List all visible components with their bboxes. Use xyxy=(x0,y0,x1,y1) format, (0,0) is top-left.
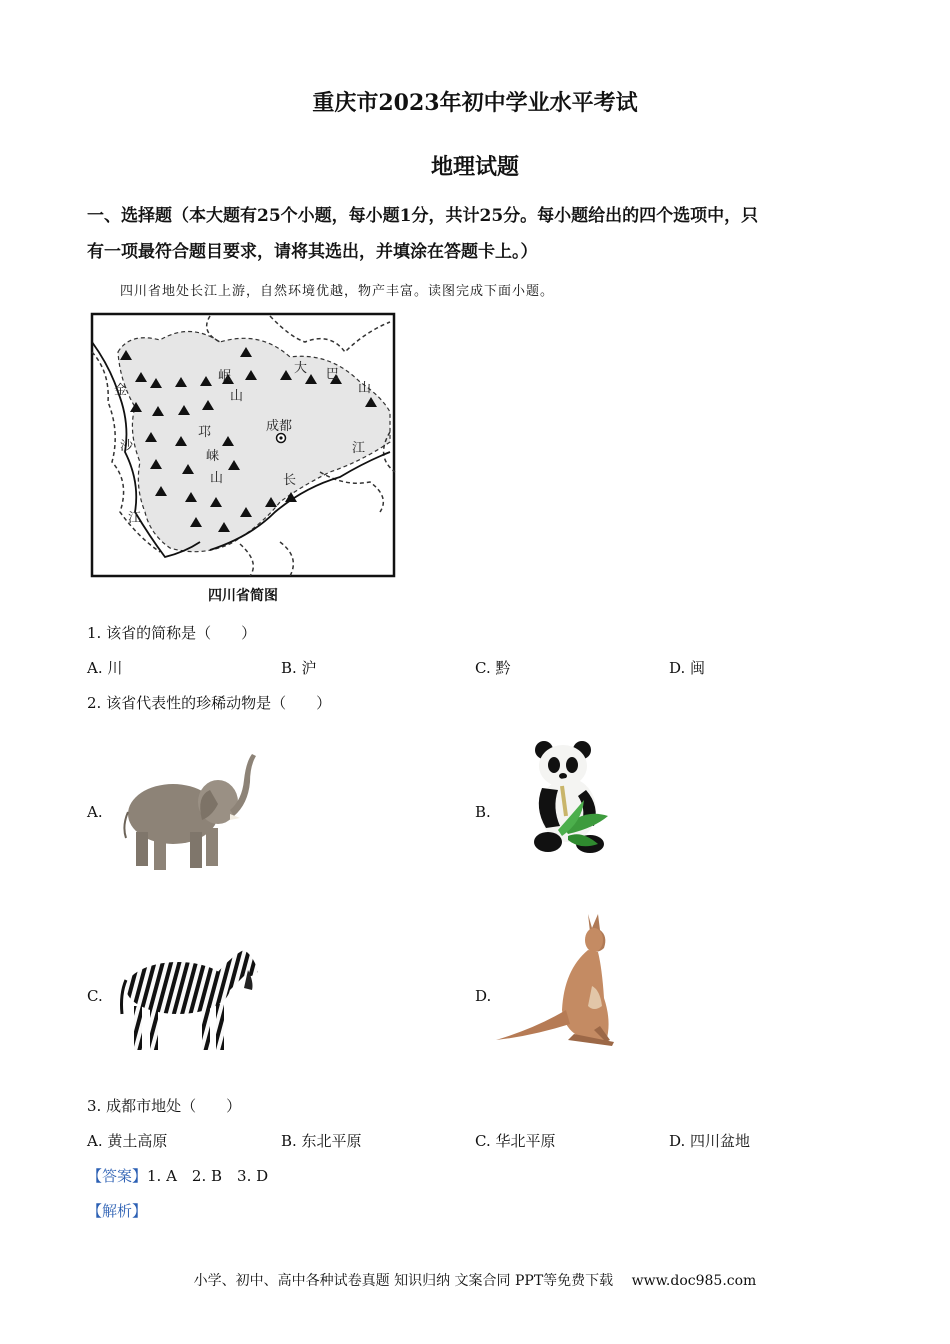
q3-option-c[interactable]: C. 华北平原 xyxy=(475,1132,556,1150)
map-label-ba: 巴 xyxy=(326,367,340,382)
answer-text: 1. A 2. B 3. D xyxy=(147,1167,269,1185)
section-heading xyxy=(87,198,867,270)
question-1-stem: 1. 该省的简称是（ ） xyxy=(87,624,257,642)
q1-option-d[interactable]: D. 闽 xyxy=(669,659,706,677)
q2-option-b[interactable]: B. xyxy=(475,803,491,821)
map-label-qiong-shan: 山 xyxy=(210,471,224,486)
map-label-chengdu: 成都 xyxy=(266,419,293,434)
map-caption: 四川省简图 xyxy=(208,588,278,604)
intro-text: 四川省地处长江上游，自然环境优越，物产丰富。读图完成下面小题。 xyxy=(120,284,555,299)
q1-option-a[interactable]: A. 川 xyxy=(87,659,123,677)
question-2-stem: 2. 该省代表性的珍稀动物是（ ） xyxy=(87,694,332,712)
q3-option-b[interactable]: B. 东北平原 xyxy=(281,1132,362,1150)
map-label-jiang-right: 江 xyxy=(352,441,366,456)
map-label-jin: 金 xyxy=(114,383,128,398)
panda-image xyxy=(528,738,612,858)
exam-title: 重庆市2023年初中学业水平考试 xyxy=(312,90,638,116)
map-label-lai: 崃 xyxy=(206,449,220,464)
kangaroo-image xyxy=(496,906,620,1052)
exam-subtitle: 地理试题 xyxy=(430,154,519,180)
map-label-sha: 沙 xyxy=(120,439,134,454)
map-label-da: 大 xyxy=(294,361,308,376)
q2-option-d[interactable]: D. xyxy=(475,987,492,1005)
map-label-chang: 长 xyxy=(283,473,297,488)
section-line-2: 有一项最符合题目要求，请将其选出，并填涂在答题卡上。） xyxy=(87,242,538,262)
elephant-image xyxy=(118,752,258,874)
q1-option-c[interactable]: C. 黔 xyxy=(475,659,511,677)
q1-option-b[interactable]: B. 沪 xyxy=(281,659,317,677)
answer-tag: 【答案】 xyxy=(87,1167,148,1185)
q2-option-a[interactable]: A. xyxy=(87,803,103,821)
map-label-ba-shan: 山 xyxy=(358,381,372,396)
page-footer[interactable]: 小学、初中、高中各种试卷真题 知识归纳 文案合同 PPT等免费下载 www.doc985.com xyxy=(193,1273,757,1289)
q3-option-d[interactable]: D. 四川盆地 xyxy=(669,1132,751,1150)
q2-option-c[interactable]: C. xyxy=(87,987,103,1005)
map-label-jiang-left: 江 xyxy=(128,511,142,526)
zebra-image xyxy=(116,944,262,1056)
question-3-stem: 3. 成都市地处（ ） xyxy=(87,1097,242,1115)
map-label-min: 岷 xyxy=(218,369,232,384)
analysis-tag: 【解析】 xyxy=(87,1202,148,1220)
answer-line xyxy=(87,1165,268,1186)
sichuan-map xyxy=(90,312,396,578)
map-label-qiong: 邛 xyxy=(198,425,212,440)
q3-option-a[interactable]: A. 黄土高原 xyxy=(87,1132,168,1150)
section-line-1: 一、选择题（本大题有25个小题，每小题1分，共计25分。每小题给出的四个选项中，只 xyxy=(87,206,759,226)
map-label-min-shan: 山 xyxy=(230,389,244,404)
